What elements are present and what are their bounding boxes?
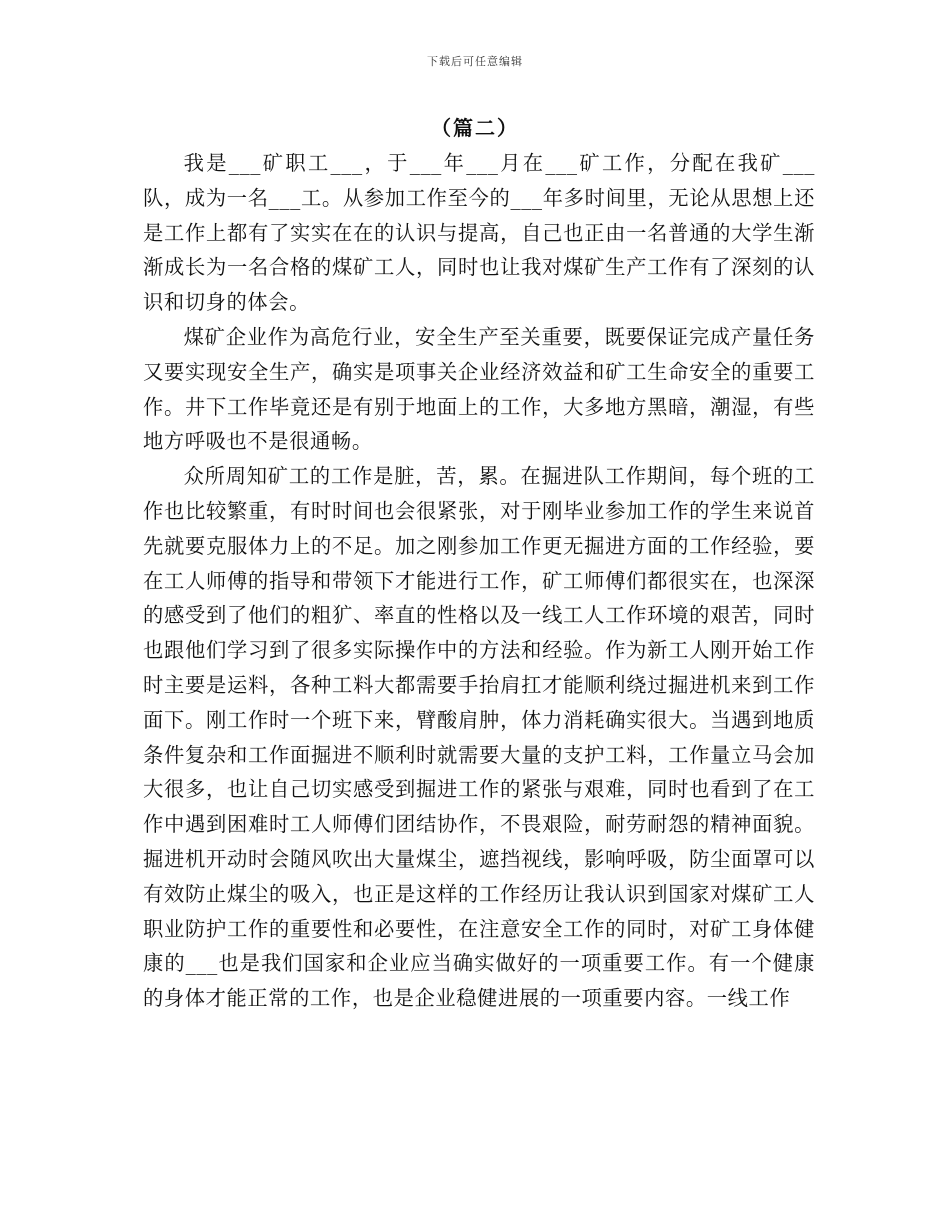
page-header-note: 下载后可任意编辑	[427, 55, 523, 68]
document-body	[143, 146, 815, 1016]
paragraph-2: 煤矿企业作为高危行业，安全生产至关重要，既要保证完成产量任务又要实现安全生产，确实是项事关企业经济效益和矿工生命安全的重要工作。井下工作毕竟还是有别于地面上的工作，大多地方黑暗，潮湿，有些地方呼吸也不是很通畅。	[143, 324, 815, 454]
paragraph-3: 众所周知矿工的工作是脏，苦，累。在掘进队工作期间，每个班的工作也比较繁重，有时时间也会很紧张，对于刚毕业参加工作的学生来说首先就要克服体力上的不足。加之刚参加工作更无掘进方面的工作经验，要在工人师傅的指导和带领下才能进行工作，矿工师傅们都很实在，也深深的感受到了他们的粗犷、率直的性格以及一线工人工作环境的艰苦，同时也跟他们学习到了很多实际操作中的方法和经验。作为新工人刚开始工作时主要是运料，各种工料大都需要手抬肩扛才能顺利绕过掘进机来到工作面下。刚工作时一个班下来，臂酸肩肿，体力消耗确实很大。当遇到地质条件复杂和工作面掘进不顺利时就需要大量的支护工料，工作量立马会加大很多，也让自己切实感受到掘进工作的紧张与艰难，同时也看到了在工作中遇到困难时工人师傅们团结协作，不畏艰险，耐劳耐怨的精神面貌。掘进机开动时会随风吹出大量煤尘，遮挡视线，影响呼吸，防尘面罩可以有效防止煤尘的吸入，也正是这样的工作经历让我认识到国家对煤矿工人职业防护工作的重要性和必要性，在注意安全工作的同时，对矿工身体健康的___也是我们国家和企业应当确实做好的一项重要工作。有一个健康的身体才能正常的工作，也是企业稳健进展的一项重要内容。一线工作	[143, 464, 815, 1011]
paragraph-1: 我是___矿职工___，于___年___月在___矿工作，分配在我矿___队，成为一名___工。从参加工作至今的___年多时间里，无论从思想上还是工作上都有了实实在在的认识与提高，自己也正由一名普通的大学生渐渐成长为一名合格的煤矿工人，同时也让我对煤矿生产工作有了深刻的认识和切身的体会。	[143, 151, 815, 315]
document-title: （篇二）	[431, 116, 519, 140]
